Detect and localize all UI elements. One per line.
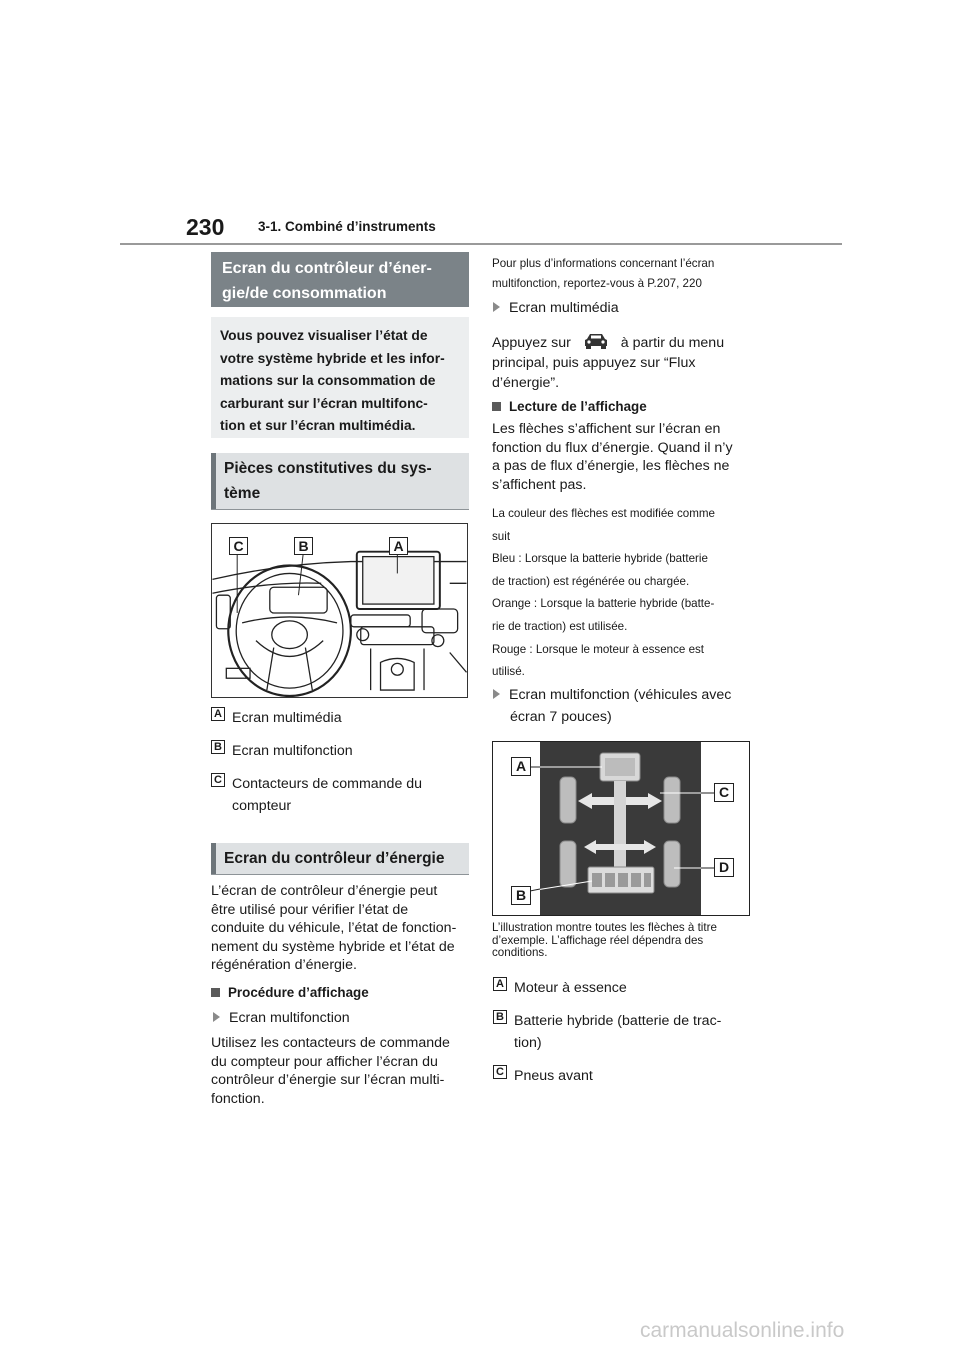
intro-line: votre système hybride et les infor-	[220, 350, 445, 366]
triangle-bullet-icon	[213, 1012, 220, 1022]
watermark: carmanualsonline.info	[640, 1319, 845, 1342]
part-letter-c: C	[211, 773, 225, 787]
section-rule	[211, 874, 469, 875]
dashboard-illustration	[211, 523, 468, 698]
triangle-bullet-icon	[493, 689, 500, 699]
reading-line: a pas de flux d’énergie, les flèches ne	[492, 458, 730, 474]
callout-b: B	[511, 886, 531, 905]
title-line-1: Ecran du contrôleur d’éner-	[222, 260, 432, 277]
caption-line: conditions.	[492, 946, 548, 959]
color-line: rie de traction) est utilisée.	[492, 619, 628, 633]
press-pre: Appuyez sur	[492, 335, 571, 351]
caption-line: L’illustration montre toutes les flèches à titre	[492, 921, 717, 934]
multimedia-sub-text: Ecran multimédia	[509, 300, 619, 316]
legend-letter-b: B	[493, 1010, 507, 1024]
triangle-bullet-icon	[493, 302, 500, 312]
press-line-3: d’énergie”.	[492, 375, 560, 391]
part-letter-a: A	[211, 707, 225, 721]
reading-heading-text: Lecture de l’affichage	[509, 399, 647, 414]
energy-intro-line: régénération d’énergie.	[211, 957, 357, 973]
legend-a-text: Moteur à essence	[514, 980, 627, 996]
reading-line: fonction du flux d’énergie. Quand il n’y	[492, 439, 733, 456]
square-bullet-icon	[492, 402, 501, 411]
arrow-colors	[492, 503, 715, 684]
reference-note	[492, 254, 714, 294]
heading-line-1: Pièces constitutives du sys-	[224, 460, 432, 477]
press-post: à partir du menu	[620, 335, 725, 351]
color-line: suit	[492, 529, 511, 543]
procedure-line: contrôleur d’énergie sur l’écran multi-	[211, 1072, 445, 1088]
color-line: Bleu : Lorsque la batterie hybride (batterie	[492, 552, 708, 566]
figure-caption	[492, 922, 754, 960]
procedure-heading	[211, 985, 369, 1000]
energy-intro-line: L’écran de contrôleur d’énergie peut	[211, 883, 438, 899]
press-instructions	[492, 332, 754, 393]
dashboard-drawing	[212, 524, 467, 697]
reading-body	[492, 420, 754, 494]
callout-c: C	[229, 537, 248, 555]
press-line-2: principal, puis appuyez sur “Flux	[492, 355, 696, 371]
chapter-title: 3-1. Combiné d’instruments	[258, 219, 436, 234]
intro-line: mations sur la consommation de	[220, 373, 436, 388]
legend-b-line-1: Batterie hybride (batterie de trac-	[514, 1013, 722, 1029]
procedure-line: Utilisez les contacteurs de commande	[211, 1035, 450, 1051]
seven-inch-line-2: écran 7 pouces)	[510, 709, 612, 725]
header-divider	[120, 243, 842, 245]
part-c-line-1: Contacteurs de commande du	[232, 776, 423, 792]
legend-b-line-2: tion)	[514, 1035, 542, 1051]
legend-b-text	[514, 1010, 721, 1054]
callout-a: A	[511, 757, 531, 776]
energy-intro-line: être utilisé pour vérifier l’état de	[211, 901, 409, 918]
section-title-box	[211, 252, 469, 307]
callout-d: D	[714, 858, 734, 877]
seven-inch-sub	[493, 684, 731, 728]
procedure-sub1-body	[211, 1034, 473, 1108]
callout-b: B	[294, 537, 313, 555]
procedure-sub1	[213, 1007, 350, 1029]
reading-heading	[492, 399, 647, 414]
color-line: de traction) est régénérée ou chargée.	[492, 574, 690, 588]
energy-intro	[211, 882, 473, 975]
callout-a: A	[389, 537, 408, 555]
reading-line: s’affichent pas.	[492, 476, 587, 493]
page-number: 230	[186, 214, 225, 240]
energy-intro-line: nement du système hybride et l’état de	[211, 938, 455, 955]
color-line: La couleur des flèches est modifiée comme	[492, 507, 715, 520]
seven-inch-line-1	[493, 684, 731, 706]
heading-line-2: tème	[224, 485, 261, 502]
color-line: Rouge : Lorsque le moteur à essence est	[492, 642, 705, 656]
intro-line: carburant sur l’écran multifonc-	[220, 395, 428, 411]
press-line-1	[492, 332, 754, 353]
seven-inch-line-1-text: Ecran multifonction (véhicules avec	[509, 687, 732, 703]
part-a-text: Ecran multimédia	[232, 710, 342, 726]
intro-box	[211, 317, 469, 438]
legend-c-text: Pneus avant	[514, 1068, 593, 1084]
intro-line: Vous pouvez visualiser l’état de	[220, 328, 428, 343]
car-icon	[583, 332, 609, 350]
part-c-text	[232, 773, 422, 817]
procedure-heading-text: Procédure d’affichage	[228, 985, 369, 1000]
energy-intro-line: conduite du véhicule, l’état de fonction-	[211, 920, 457, 936]
section-heading-components	[211, 453, 469, 510]
color-line: Orange : Lorsque la batterie hybride (batte-	[492, 597, 715, 611]
section-heading-energy: Ecran du contrôleur d’énergie	[211, 843, 469, 875]
square-bullet-icon	[211, 988, 220, 997]
part-c-line-2: compteur	[232, 798, 292, 814]
legend-letter-a: A	[493, 977, 507, 991]
procedure-line: fonction.	[211, 1090, 265, 1107]
intro-line: tion et sur l’écran multimédia.	[220, 418, 416, 433]
title-line-2: gie/de consommation	[222, 285, 387, 302]
multimedia-sub	[493, 297, 619, 319]
color-line: utilisé.	[492, 665, 525, 679]
reference-line: multifonction, reportez-vous à P.207, 220	[492, 277, 702, 290]
procedure-sub1-text: Ecran multifonction	[229, 1010, 350, 1026]
part-letter-b: B	[211, 740, 225, 754]
part-b-text: Ecran multifonction	[232, 743, 353, 759]
reference-line: Pour plus d’informations concernant l’écran	[492, 257, 715, 270]
section-rule	[211, 509, 469, 510]
legend-letter-c: C	[493, 1065, 507, 1079]
reading-line: Les flèches s’affichent sur l’écran en	[492, 421, 721, 437]
caption-line: d’exemple. L’affichage réel dépendra des	[492, 933, 704, 947]
callout-c: C	[714, 783, 734, 802]
procedure-line: du compteur pour afficher l’écran du	[211, 1053, 438, 1070]
